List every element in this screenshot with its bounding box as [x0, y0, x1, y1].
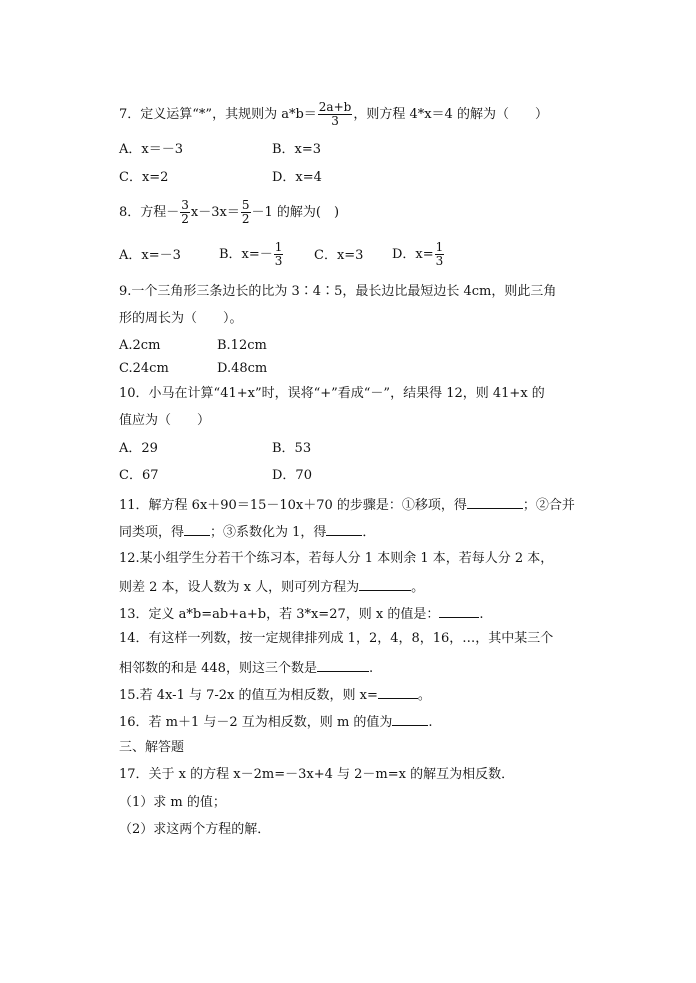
answer-blank — [317, 659, 369, 672]
fraction: $\frac{3}{2}$ — [181, 198, 189, 226]
question-9-line-1: 9.一个三角形三条边长的比为 3∶4∶5，最长边比最短边长 4cm，则此三角 — [119, 284, 557, 299]
fraction: $\frac{1}{3}$ — [274, 240, 283, 268]
answer-blank — [392, 713, 428, 726]
question-11-line-2: 同类项，得 ；③系数化为 1，得 ． — [119, 525, 376, 540]
answer-blank — [184, 523, 210, 536]
question-17-stem: 17．关于 x 的方程 x－2m=－3x+4 与 2－m=x 的解互为相反数． — [119, 767, 515, 782]
q10-option-d: D．70 — [272, 468, 312, 483]
question-8-stem: 8．方程－ $\frac{3}{2}$ x－3x＝ $\frac{5}{2}$ －1 的解为( ) — [119, 198, 340, 226]
question-13: 13．定义 a*b=ab+a+b，若 3*x=27，则 x 的值是： . — [119, 607, 484, 622]
fraction: $\frac{5}{2}$ — [241, 198, 250, 226]
answer-blank — [439, 605, 479, 618]
answer-blank — [467, 496, 523, 509]
q9-option-c: C.24cm — [119, 361, 169, 376]
fraction: $\frac{2a+b}{3}$ — [318, 100, 352, 128]
question-14-line-1: 14．有这样一列数，按一定规律排列成 1，2，4，8，16，…，其中某三个 — [119, 631, 554, 646]
q10-option-b: B．53 — [272, 441, 312, 456]
q10-option-a: A．29 — [119, 441, 158, 456]
q7-option-d: D．x=4 — [272, 170, 322, 185]
question-14-line-2: 相邻数的和是 448，则这三个数是 . — [119, 661, 374, 676]
question-11-line-1: 11．解方程 6x＋90＝15－10x＋70 的步骤是：①移项，得 ；②合并 — [119, 498, 575, 513]
section-heading: 三、解答题 — [119, 740, 185, 755]
q7-option-c: C．x=2 — [119, 170, 169, 185]
q8-option-d: D．x= $\frac{1}{3}$ — [392, 240, 444, 268]
question-17-part-1: （1）求 m 的值； — [119, 795, 226, 810]
answer-blank — [326, 523, 362, 536]
fraction: $\frac{1}{3}$ — [435, 240, 444, 268]
q7-option-b: B．x=3 — [272, 142, 322, 157]
question-16: 16．若 m＋1 与－2 互为相反数，则 m 的值为 . — [119, 715, 433, 730]
q8-option-c: C．x=3 — [314, 248, 364, 263]
q9-option-d: D.48cm — [217, 361, 268, 376]
q10-option-c: C．67 — [119, 468, 159, 483]
q9-option-a: A.2cm — [119, 338, 161, 353]
question-12-line-2: 则差 2 本，设人数为 x 人，则可列方程为 。 — [119, 580, 425, 595]
q8-option-b: B．x=－ $\frac{1}{3}$ — [219, 240, 283, 268]
question-10-line-2: 值应为（ ） — [119, 413, 211, 428]
question-9-line-2: 形的周长为（ ）。 — [119, 311, 243, 326]
question-12-line-1: 12.某小组学生分若干个练习本，若每人分 1 本则余 1 本，若每人分 2 本， — [119, 551, 554, 566]
question-15: 15.若 4x-1 与 7-2x 的值互为相反数，则 x= 。 — [119, 688, 431, 703]
question-10-line-1: 10．小马在计算“41+x”时，误将“+”看成“－”，结果得 12，则 41+x 的 — [119, 386, 545, 401]
question-17-part-2: （2）求这两个方程的解． — [119, 822, 271, 837]
answer-blank — [359, 578, 411, 591]
question-7-stem: 7．定义运算“*”，其规则为 a*b＝ $\frac{2a+b}{3}$ ，则方程 4*x＝4 的解为（ ） — [119, 100, 548, 128]
answer-blank — [378, 686, 418, 699]
q9-option-b: B.12cm — [217, 338, 267, 353]
q8-option-a: A．x=－3 — [119, 248, 181, 263]
q7-option-a: A．x＝－3 — [119, 142, 183, 157]
